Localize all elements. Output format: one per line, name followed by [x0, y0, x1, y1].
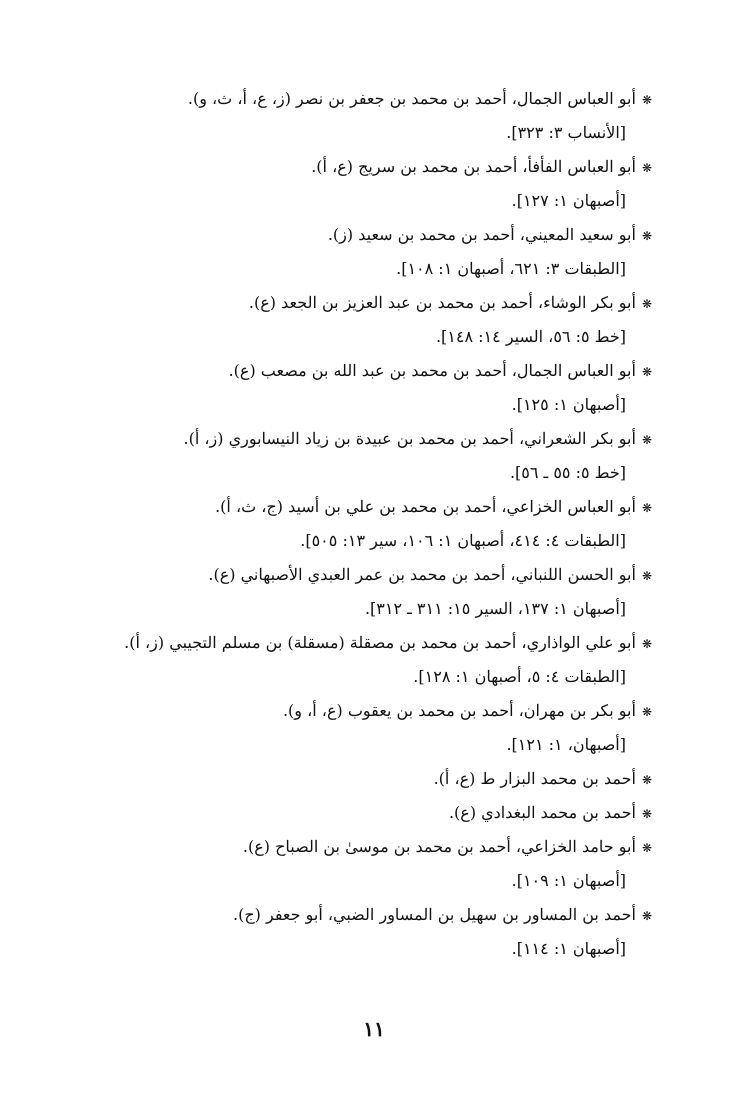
entry-title: ❋أبو حامد الخزاعي، أحمد بن محمد بن موسىٰ بن الصباح (ع).	[32, 830, 652, 864]
entry-6	[32, 422, 652, 490]
asterisk-icon: ❋	[641, 501, 652, 515]
entry-title: ❋أبو سعيد المعيني، أحمد بن محمد بن سعيد (ز).	[32, 218, 652, 252]
entry-reference: [الطبقات ٤: ٤١٤، أصبهان ١: ١٠٦، سير ١٣: ٥٠٥].	[300, 531, 626, 550]
entry-reference: [أصبهان ١: ١٠٩].	[511, 871, 626, 890]
entry-title: ❋أبو العباس الخزاعي، أحمد بن محمد بن علي بن أسيد (ج، ث، أ).	[32, 490, 652, 524]
asterisk-icon: ❋	[641, 229, 652, 243]
entry-title: ❋أبو بكر الوشاء، أحمد بن محمد بن عبد العزيز بن الجعد (ع).	[32, 286, 652, 320]
entry-title: ❋أبو الحسن اللنباني، أحمد بن محمد بن عمر العبدي الأصبهاني (ع).	[32, 558, 652, 592]
entry-title: ❋أبو العباس الفأفأ، أحمد بن محمد بن سريج (ع، أ).	[32, 150, 652, 184]
entry-reference: [أصبهان ١: ١٢٥].	[511, 395, 626, 414]
entry-title: ❋أبو علي الواذاري، أحمد بن محمد بن مصقلة (مسقلة) بن مسلم التجيبي (ز، أ).	[32, 626, 652, 660]
entry-title: ❋أبو بكر بن مهران، أحمد بن محمد بن يعقوب (ع، أ، و).	[32, 694, 652, 728]
asterisk-icon: ❋	[641, 365, 652, 379]
asterisk-icon: ❋	[641, 841, 652, 855]
asterisk-icon: ❋	[641, 161, 652, 175]
entry-reference: [أصبهان، ١: ١٢١].	[506, 735, 626, 754]
entry-12	[32, 796, 652, 830]
entry-reference: [الأنساب ٣: ٣٢٣].	[506, 123, 626, 142]
entry-title: ❋أبو العباس الجمال، أحمد بن محمد بن جعفر بن نصر (ز، ع، أ، ث، و).	[32, 82, 652, 116]
page-body	[32, 82, 652, 966]
entry-title: ❋أبو العباس الجمال، أحمد بن محمد بن عبد الله بن مصعب (ع).	[32, 354, 652, 388]
entry-reference: [الطبقات ٤: ٥، أصبهان ١: ١٢٨].	[413, 667, 626, 686]
entry-reference: [أصبهان ١: ١٣٧، السير ١٥: ٣١١ ـ ٣١٢].	[364, 599, 626, 618]
entry-13	[32, 830, 652, 898]
entry-14	[32, 898, 652, 966]
entry-reference: [الطبقات ٣: ٦٢١، أصبهان ١: ١٠٨].	[396, 259, 626, 278]
entry-8	[32, 558, 652, 626]
entry-reference: [أصبهان ١: ١٢٧].	[511, 191, 626, 210]
entry-3	[32, 218, 652, 286]
asterisk-icon: ❋	[641, 297, 652, 311]
asterisk-icon: ❋	[641, 909, 652, 923]
entry-9	[32, 626, 652, 694]
asterisk-icon: ❋	[641, 807, 652, 821]
asterisk-icon: ❋	[641, 637, 652, 651]
asterisk-icon: ❋	[641, 93, 652, 107]
entry-2	[32, 150, 652, 218]
entry-title: ❋أحمد بن المساور بن سهيل بن المساور الضبي، أبو جعفر (ج).	[32, 898, 652, 932]
entry-11	[32, 762, 652, 796]
entry-title: ❋أبو بكر الشعراني، أحمد بن محمد بن عبيدة بن زياد النيسابوري (ز، أ).	[32, 422, 652, 456]
asterisk-icon: ❋	[641, 433, 652, 447]
entry-4	[32, 286, 652, 354]
entry-10	[32, 694, 652, 762]
entry-reference: [أصبهان ١: ١١٤].	[511, 939, 626, 958]
entry-1	[32, 82, 652, 150]
entry-5	[32, 354, 652, 422]
asterisk-icon: ❋	[641, 705, 652, 719]
entry-title: ❋أحمد بن محمد البزار ط (ع، أ).	[32, 762, 652, 796]
page-number: ١١	[363, 1017, 385, 1041]
entry-title: ❋أحمد بن محمد البغدادي (ع).	[32, 796, 652, 830]
entry-reference: [خط ٥: ٥٥ ـ ٥٦].	[509, 463, 626, 482]
entry-reference: [خط ٥: ٥٦، السير ١٤: ١٤٨].	[435, 327, 626, 346]
asterisk-icon: ❋	[641, 569, 652, 583]
entry-7	[32, 490, 652, 558]
asterisk-icon: ❋	[641, 773, 652, 787]
